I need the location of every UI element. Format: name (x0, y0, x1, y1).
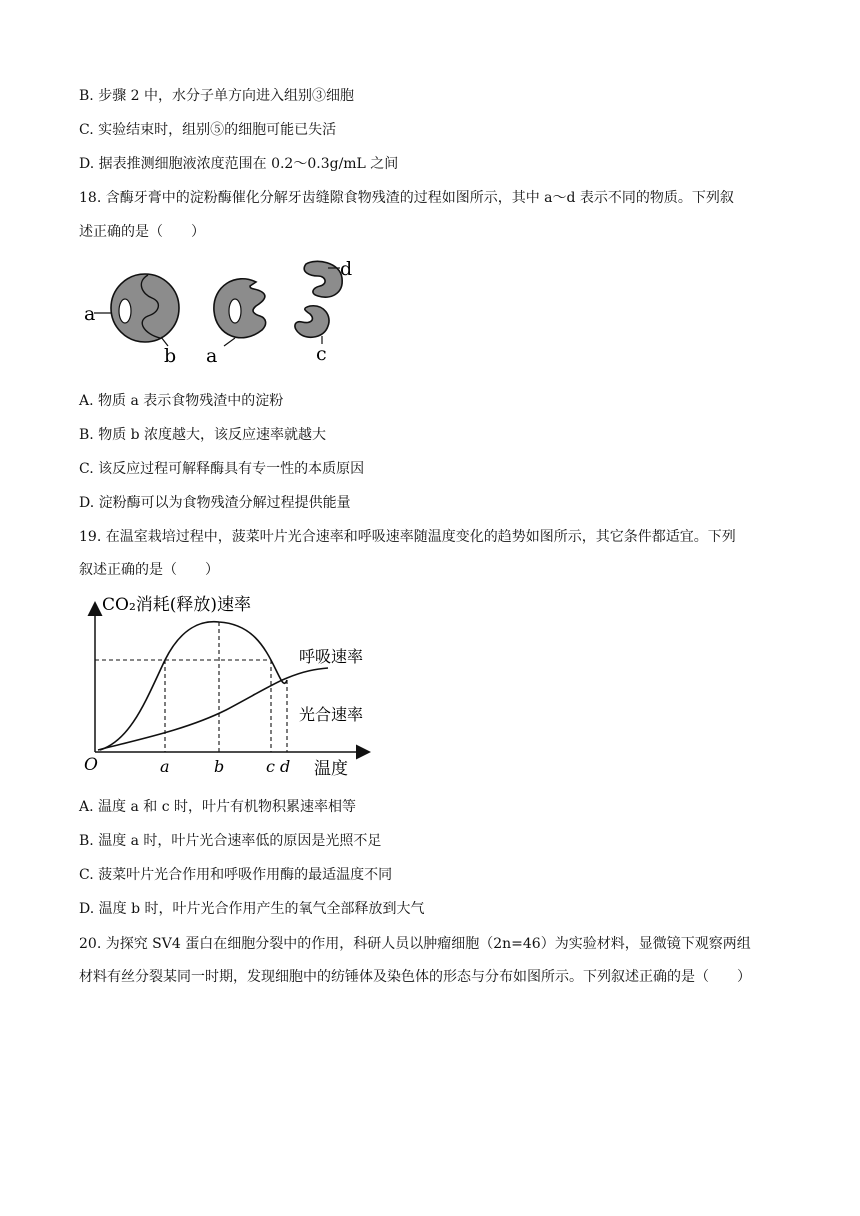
label-c: c (316, 343, 327, 365)
q20-stem-line1: 20. 为探究 SV4 蛋白在细胞分裂中的作用，科研人员以肿瘤细胞（2n=46）为实验材料，显微镜下观察两组 (79, 936, 751, 952)
x-tick-c: c (266, 757, 275, 776)
product-d (304, 258, 352, 297)
free-enzyme (206, 279, 266, 367)
x-tick-a: a (160, 757, 170, 776)
product-c (295, 306, 329, 365)
respiration-curve (98, 668, 328, 750)
q18-option-c: C. 该反应过程可解释酶具有专一性的本质原因 (79, 461, 365, 477)
label-b: b (164, 345, 177, 367)
x-tick-b: b (214, 757, 225, 776)
q18-option-b: B. 物质 b 浓度越大，该反应速率就越大 (79, 427, 327, 443)
q18-stem-line1: 18. 含酶牙膏中的淀粉酶催化分解牙齿缝隙食物残渣的过程如图所示，其中 a～d 表示不同的物质。下列叙 (79, 190, 734, 206)
q19-stem-line1: 19. 在温室栽培过程中，菠菜叶片光合速率和呼吸速率随温度变化的趋势如图所示，其它条件都适宜。下列 (79, 529, 736, 545)
q18-option-a: A. 物质 a 表示食物残渣中的淀粉 (79, 393, 284, 409)
q19-option-b: B. 温度 a 时，叶片光合速率低的原因是光照不足 (79, 833, 382, 849)
q18-option-d: D. 淀粉酶可以为食物残渣分解过程提供能量 (79, 495, 351, 511)
q17-option-d: D. 据表推测细胞液浓度范围在 0.2～0.3g/mL 之间 (79, 156, 399, 172)
label-a-free: a (206, 345, 218, 367)
x-axis-label: 温度 (314, 759, 348, 779)
q19-option-d: D. 温度 b 时，叶片光合作用产生的氧气全部释放到大气 (79, 901, 425, 917)
q20-stem-line2: 材料有丝分裂某同一时期，发现细胞中的纺锤体及染色体的形态与分布如图所示。下列叙述正确的是（ ） (79, 969, 751, 985)
label-photosynthesis: 光合速率 (299, 705, 364, 724)
photosynthesis-curve (100, 622, 287, 750)
origin-label: O (84, 755, 98, 775)
y-axis-label: CO₂消耗(释放)速率 (102, 595, 252, 615)
q17-option-b: B. 步骤 2 中，水分子单方向进入组别③细胞 (79, 88, 354, 104)
rate-temperature-graph (76, 590, 376, 782)
label-d: d (340, 258, 353, 280)
q18-stem-line2: 述正确的是（ ） (79, 224, 205, 240)
enzyme-substrate-complex (84, 274, 179, 367)
x-tick-d: d (280, 757, 291, 776)
enzyme-reaction-figure (78, 254, 378, 369)
q19-stem-line2: 叙述正确的是（ ） (79, 562, 219, 578)
q17-option-c: C. 实验结束时，组别⑤的细胞可能已失活 (79, 122, 337, 138)
label-a-complex: a (84, 303, 96, 325)
q19-option-a: A. 温度 a 和 c 时，叶片有机物积累速率相等 (79, 799, 356, 815)
q19-option-c: C. 菠菜叶片光合作用和呼吸作用酶的最适温度不同 (79, 867, 393, 883)
label-respiration: 呼吸速率 (299, 647, 364, 666)
